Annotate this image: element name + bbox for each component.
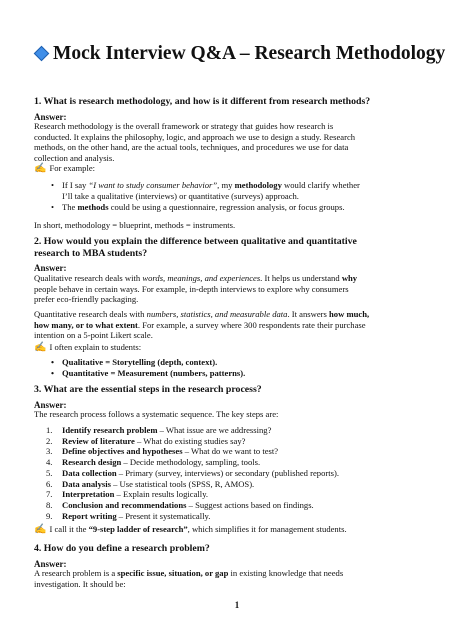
q1-summary: In short, methodology = blueprint, methods = instruments. <box>34 220 236 230</box>
example-label: For example: <box>49 163 96 173</box>
text: would clarify whether <box>281 180 360 190</box>
answer-label-2: Answer: <box>34 263 67 273</box>
q1-para-line: collection and analysis. <box>34 152 115 163</box>
q2-paragraph-2 <box>34 309 434 341</box>
bold-text: specific issue, situation, or gap <box>117 568 229 578</box>
step-text: – Present it systematically. <box>116 510 211 521</box>
bold-text: how much, <box>329 309 370 319</box>
list-item <box>46 500 426 511</box>
step-number: 4. <box>46 457 53 468</box>
q1-paragraph <box>34 121 434 163</box>
step-number: 9. <box>46 510 53 521</box>
list-item <box>46 489 426 500</box>
answer-label-4: Answer: <box>34 559 67 569</box>
bold-text: methodology <box>234 180 282 190</box>
step-number: 6. <box>46 478 53 489</box>
pointing-hand-icon: ✍ <box>34 342 47 353</box>
q3-closing <box>34 524 434 536</box>
text: If I say <box>62 180 89 190</box>
steps-list <box>46 425 426 521</box>
text: prefer eco-friendly packaging. <box>34 294 139 305</box>
pointing-hand-icon: ✍ <box>34 163 47 174</box>
q1-bullet-1 <box>51 180 422 201</box>
question-1: 1. What is research methodology, and how is it different from research methods? <box>34 96 371 107</box>
page-number: 1 <box>234 600 240 610</box>
question-3: 3. What are the essential steps in the research process? <box>34 384 262 395</box>
text: I’ll take a qualitative (interviews) or quantitative (surveys) approach. <box>62 190 299 201</box>
q2-paragraph-1 <box>34 273 434 305</box>
step-title: Conclusion and recommendations <box>62 499 187 510</box>
q1-example-line <box>34 163 434 175</box>
list-item <box>46 425 426 436</box>
q3-intro: The research process follows a systematic sequence. The key steps are: <box>34 409 279 419</box>
text: Qualitative research deals with <box>34 273 143 283</box>
bold-text: methods <box>77 202 109 212</box>
question-2 <box>34 236 440 260</box>
step-title: Research design <box>62 457 122 468</box>
text: Quantitative research deals with <box>34 309 147 319</box>
answer-label-1: Answer: <box>34 112 67 122</box>
step-text: – What do existing studies say? <box>134 435 246 446</box>
bold-text: “9-step ladder of research” <box>88 524 188 534</box>
text: intention on a 5-point Likert scale. <box>34 330 153 341</box>
step-title: Data analysis <box>62 478 111 489</box>
bullet-icon: • <box>51 368 55 378</box>
step-text: – Decide methodology, sampling, tools. <box>121 457 261 468</box>
step-title: Identify research problem <box>62 425 158 435</box>
q1-para-line: methods, on the other hand, are the actual tools, techniques, and procedures we use for data <box>34 142 349 153</box>
step-text: – Primary (survey, interviews) or secondary (published reports). <box>116 467 339 478</box>
step-number: 8. <box>46 499 53 510</box>
italic-text: words, meanings, and experiences <box>142 273 261 283</box>
step-title: Report writing <box>62 510 117 521</box>
blue-diamond-icon <box>34 45 50 61</box>
q4-paragraph <box>34 568 434 589</box>
step-number: 1. <box>46 425 53 435</box>
text: Quantitative = Measurement (numbers, patterns). <box>62 368 246 378</box>
step-title: Interpretation <box>62 489 115 500</box>
step-title: Data collection <box>62 467 117 478</box>
bullet-icon: • <box>51 357 55 367</box>
step-text: – Use statistical tools (SPSS, R, AMOS). <box>110 478 255 489</box>
text: . It helps us understand <box>260 273 342 283</box>
list-item <box>46 446 426 457</box>
question-line: 2. How would you explain the difference between qualitative and quantitative <box>34 236 357 247</box>
bullet-icon: • <box>51 202 55 212</box>
question-line: research to MBA students? <box>34 248 148 259</box>
q2-explain-line <box>34 342 434 354</box>
text: , which simplifies it for management students. <box>187 524 347 534</box>
text: I call it the <box>49 524 89 534</box>
step-number: 3. <box>46 446 53 457</box>
q2-bullet-1 <box>51 357 422 368</box>
text: The <box>62 202 78 212</box>
step-title: Review of literature <box>62 435 135 446</box>
text: in existing knowledge that needs <box>228 568 344 578</box>
step-text: – What do we want to test? <box>182 446 279 457</box>
text: . It answers <box>287 309 330 319</box>
bold-text: why <box>341 273 358 283</box>
step-title: Define objectives and hypotheses <box>62 446 183 457</box>
q1-para-line: conducted. It explains the philosophy, logic, and approach we use to design a study. Research <box>34 131 356 142</box>
step-number: 7. <box>46 489 53 500</box>
text: investigation. It should be: <box>34 578 126 589</box>
q1-bullet-2 <box>51 202 422 213</box>
text: people behave in certain ways. For example, in-depth interviews to explore why consumers <box>34 283 349 294</box>
text: A research problem is a <box>34 568 118 578</box>
title-text: Mock Interview Q&A – Research Methodology <box>53 43 446 64</box>
list-item <box>46 468 426 479</box>
list-item <box>46 511 426 522</box>
step-number: 2. <box>46 435 53 446</box>
text: Qualitative = Storytelling (depth, context). <box>62 357 218 367</box>
step-number: 5. <box>46 467 53 478</box>
text: I often explain to students: <box>49 342 142 352</box>
text: , my <box>217 180 235 190</box>
list-item <box>46 457 426 468</box>
text: . For example, a survey where 300 respondents rate their purchase <box>137 319 366 330</box>
list-item <box>46 479 426 490</box>
question-4: 4. How do you define a research problem? <box>34 543 210 554</box>
step-text: – What issue are we addressing? <box>157 425 272 435</box>
step-text: – Suggest actions based on findings. <box>186 499 314 510</box>
answer-label-3: Answer: <box>34 400 67 410</box>
bullet-icon: • <box>51 180 55 190</box>
italic-text: numbers, statistics, and measurable data <box>146 309 288 319</box>
q1-para-line: Research methodology is the overall framework or strategy that guides how research is <box>34 121 334 131</box>
bold-text: how many, or to what extent <box>34 319 138 330</box>
page-title <box>34 42 454 66</box>
text: could be using a questionnaire, regression analysis, or focus groups. <box>108 202 345 212</box>
list-item <box>46 436 426 447</box>
quote-text: “I want to study consumer behavior” <box>88 180 218 190</box>
pointing-hand-icon: ✍ <box>34 524 47 535</box>
q2-bullet-2 <box>51 368 422 379</box>
step-text: – Explain results logically. <box>114 489 209 500</box>
